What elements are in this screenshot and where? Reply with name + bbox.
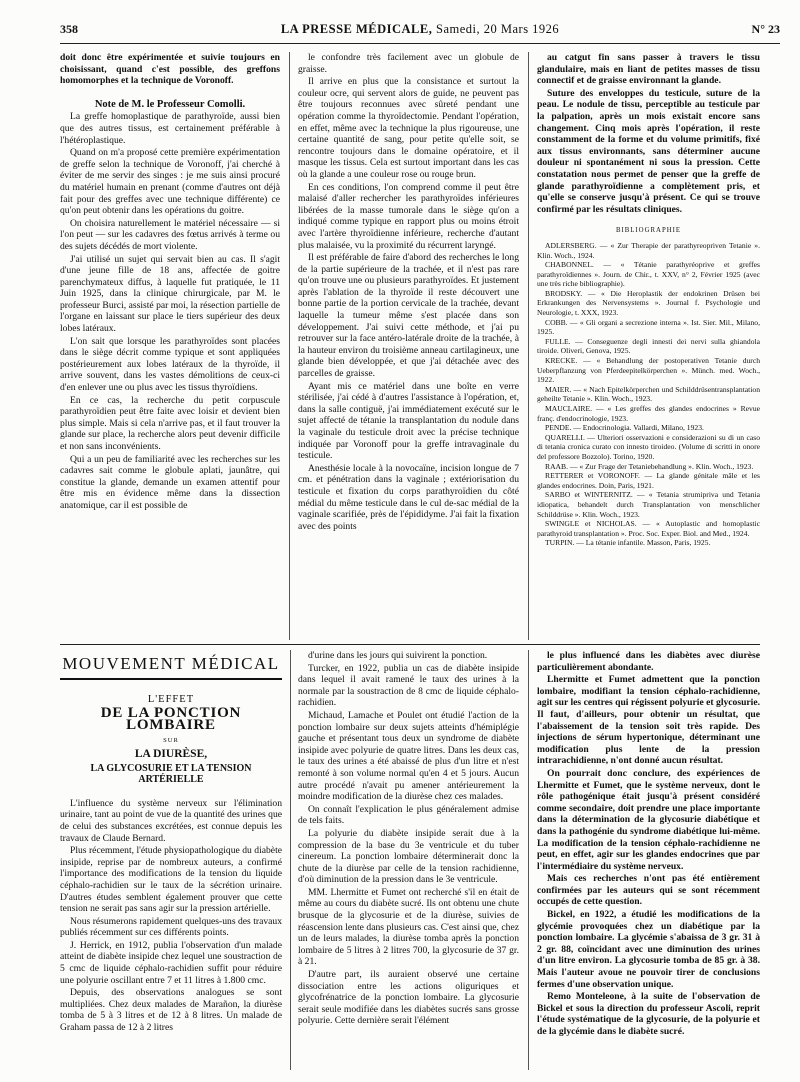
- col1-intro: [60, 52, 280, 87]
- page-number: 358: [60, 22, 78, 36]
- paragraph: Depuis, des observations analogues se sont multipliées. Chez deux malades de Marañon, la diurèse tomba de 5 à 3 litres et de 12 à 8 litres. Un malade de Graham passa de 12 à 2 litres: [60, 987, 282, 1034]
- column-divider: [528, 650, 529, 1070]
- column-divider: [528, 52, 529, 640]
- bibliography-entry: QUARELLI. — Ulteriori osservazioni e considerazioni su di un caso di tetania cronica curato con innesto tiroideo. (Volume di scritti in onore del professore Bozzolo). Torino, 1920.: [537, 432, 760, 461]
- paragraph: L'influence du système nerveux sur l'élimination urinaire, tant au point de vue de la quantité des urines que de celui des substances excrétées, est connue depuis les travaux de Claude Bernard.: [60, 797, 282, 844]
- issue-date: Samedi, 20 Mars 1926: [432, 22, 560, 36]
- top-column-2: [298, 52, 519, 640]
- column-divider: [289, 52, 290, 640]
- bibliography-entry: CHABONNEL. — « Tétanie parathyréoprive et greffes parathyroïdiennes ». Journ. de Chir., t. XXV, n° 2, Février 1925 (avec une très riche bibliographie).: [537, 260, 760, 289]
- paragraph: Turcker, en 1922, publia un cas de diabète insipide dans lequel il avait ramené le taux des urines à la normale par la soustraction de 8 cmc de liquide céphalo-rachidien.: [298, 662, 519, 709]
- paragraph: Suture des enveloppes du testicule, suture de la peau. Le nodule de tissu, perceptible au testicule par la palpation, après un mois existait encore sans changement. Cinq mois après l'opération, il reste constamment de la forme et du volume primitifs, fixé aux tissus environnants, sans déterminer aucune douleur ni spontanément ni sous la pression. Cette constatation nous permet de penser que la greffe de glande parathyroïdienne a complètement pris, et qu'elle se conserve jusqu'à présent. Ce qui se trouve confirmé par les résultats cliniques.: [537, 87, 760, 215]
- bibliography-entry: KRECKE. — « Behandlung der postoperativen Tetanie durch Ueberpflanzung von Pferdeepitelkörperchen ». Münch. med. Woch., 1922.: [537, 356, 760, 385]
- paragraph: Il est préférable de faire d'abord des recherches le long de la partie supérieure de la trachée, et il n'est pas rare qu'on trouve une ou plusieurs parathyroïdes. Et justement après l'ablation de la thyroïde il reste découvert une bonne partie de la portion cervicale de la trachée, devant laquelle la tumeur même s'est placée dans son développement. J'ai suivi cette méthode, et j'ai pu retrouver sur la face antéro-latérale droite de la trachée, à la hauteur environ du troisième anneau cartilagineux, une glande bien développée, et que j'ai détachée avec des parcelles de graisse.: [298, 252, 519, 380]
- paragraph: On choisira naturellement le matériel nécessaire — si l'on peut — sur les cadavres des fœtus arrivés à terme ou des sujets décédés de mort violente.: [60, 217, 280, 252]
- top-column-3: [537, 52, 760, 640]
- article-kicker: L'EFFET: [147, 693, 195, 705]
- paragraph: Anesthésie locale à la novocaïne, incision longue de 7 cm. et pénétration dans la vaginale ; extériorisation du testicule et fixation du corps parathyroïdien du côté médial du même testicule dans le cul de-sac médial de la vaginale scarifiée, près de l'épididyme. J'ai fait la fixation avec des points: [298, 462, 519, 532]
- paragraph: Michaud, Lamache et Poulet ont étudié l'action de la ponction lombaire sur deux sujets atteints d'hémiplégie gauche et présentant tous deux un syndrome de diabète insipide avec polyurie de quatre litres. Dans les deux cas, le taux des urines a été abaissé de plus d'un litre et n'est remonté à son volume normal qu'en 4 et 5 jours. Aucun autre procédé n'avait pu amener antérieurement la moindre modification de la diurèse chez ces malades.: [298, 709, 519, 803]
- note-title: Note de M. le Professeur Comolli.: [94, 98, 246, 110]
- bibliography-entry: SWINGLE et NICHOLAS. — « Autoplastic and homoplastic parathyroid transplantation ». Proc. Soc. Exper. Biol. and Med., 1924.: [537, 519, 760, 538]
- paragraph: D'autre part, ils auraient observé une certaine dissociation entre les actions oliguriques et glycofrénatrice de la ponction lombaire. La glycosurie serait seule modifiée dans les diabètes sucrés sans grosse polyurie. Cette dernière serait l'élément: [298, 969, 519, 1027]
- paragraph: Bickel, en 1922, a étudié les modifications de la glycémie provoquées chez un diabétique par la ponction lombaire. La glycémie s'abaissa de 3 gr. 31 à 2 gr. 88, coïncidant avec une diminution des urines d'un litre environ. La glycosurie tomba de 85 gr. à 38. Mais l'auteur avoue ne pouvoir tirer de conclusions fermes d'une observation unique.: [537, 909, 760, 990]
- paragraph: La polyurie du diabète insipide serait due à la compression de la base du 3e ventricule et du tuber cinereum. La ponction lombaire déterminerait donc la chute de la diurèse par celle de la tension rachidienne, d'où diminution de la pression dans le 3e ventricule.: [298, 827, 519, 886]
- paragraph: Lhermitte et Fumet admettent que la ponction lombaire, modifiant la tension céphalo-rachidienne, agit sur les centres qui régissent polyurie et glycosurie. Il faut, d'ailleurs, pour obtenir un résultat, que l'abaissement de la tension soit très rapide. Des injections de sérum hypertonique, déterminant une modification plus lente de la pression intrarachidienne, n'ont donné aucun résultat.: [537, 674, 760, 767]
- bibliography-entry: MAUCLAIRE. — « Les greffes des glandes endocrines » Revue franç. d'endocrinologie, 1923.: [537, 404, 760, 423]
- paragraph: Nous résumerons rapidement quelques-uns des travaux publiés récemment sur ces différents points.: [60, 915, 282, 939]
- bottom-column-2: [298, 650, 519, 1070]
- article-body: [60, 798, 282, 1034]
- paragraph: En ces conditions, l'on comprend comme il peut être malaisé d'aller rechercher les parathyroïdes inférieures libérées de la masse tumorale dans le siège qu'on a indiqué comme typique en rapport plus ou moins étroit avec l'artère thyroïdienne inférieure, recherche d'autant plus malaisée, vu la proximité du récurrent laryngé.: [298, 181, 519, 251]
- bottom-column-3: [537, 650, 760, 1070]
- bibliography-heading: BIBLIOGRAPHIE: [615, 227, 682, 235]
- paragraph: Quand on m'a proposé cette première expérimentation de greffe selon la technique de Voronoff, j'ai cherché à éviter de me servir des singes : je me suis ainsi procuré du matériel humain en prenant (comme d'autres ont déjà fait pour des greffes avec une technique différente) ce qu'on peut obtenir dans les opérations du goitre.: [60, 147, 280, 217]
- paragraph: MM. Lhermitte et Fumet ont recherché s'il en était de même au cours du diabète sucré. Ils ont obtenu une chute brusque de la glycosurie et de la diurèse, suivies de réascension lente dans plusieurs cas. C'est ainsi que, chez un de leurs malades, la diurèse tomba après la ponction lombaire de 5 litres à 2 litres 700, la glycosurie de 37 gr. à 21.: [298, 886, 519, 968]
- bibliography-entry: SARBO et WINTERNITZ. — « Tetania strumipriva und Tetania idiopatica, behandelt durch Transplantation von menschlicher Schilddrüse ». Klin. Woch., 1923.: [537, 490, 760, 519]
- section-heading: MOUVEMENT MÉDICAL: [60, 658, 282, 680]
- paragraph: d'urine dans les jours qui suivirent la ponction.: [308, 650, 488, 661]
- issue-number: N° 23: [751, 22, 780, 36]
- bibliography-entry: COBB. — « Gli organi a secrezione interna ». Ist. Sier. Mil., Milano, 1925.: [537, 317, 760, 337]
- bibliography-entry: RETTERER et VORONOFF. — La glande génitale mâle et les glandes endocrines. Doin, Paris, 1921.: [537, 471, 760, 490]
- bibliography-entry: MAIER. — « Nach Epitelkörperchen und Schilddrüsentransplantation geheilte Tetanie ». Klin. Woch., 1923.: [537, 384, 760, 404]
- paragraph: Ayant mis ce matériel dans une boîte en verre stérilisée, j'ai cédé à d'autres l'assistance à l'opération, et, dans la salle contiguë, j'ai immédiatement exécuté sur le sujet affecté de tétanie la transplantation du nodule dans la vaginale du testicule droit avec la précise technique indiquée par Voronoff pour la greffe intravaginale du testicule.: [298, 380, 519, 462]
- bibliography-entry: FULLE. — Conseguenze degli innesti dei nervi sulla ghiandola tiroide. Oliveri, Genova, 1925.: [537, 336, 760, 356]
- paragraph: Plus récemment, l'étude physiopathologique du diabète insipide, reprise par de nombreux auteurs, a confirmé l'importance des modifications de la tension du liquide céphalo-rachidien sur le taux de la sécrétion urinaire. D'autres études semblent également prouver que cette tension ne serait pas sans agir sur la pression artérielle.: [60, 845, 282, 915]
- bibliography-entry: BRODSKY. — « Die Heroplastik der endokrinen Drüsen bei Erkrankungen des Nervensystems ». Journal f. Psychologie und Neurologie, t. XXX, 1923.: [537, 288, 760, 318]
- paragraph: Remo Monteleone, à la suite de l'observation de Bickel et sous la direction du professeur Ascoli, reprit l'étude systématique de la glycosurie, de la polyurie et de la glycémie dans le diabète sucré.: [537, 991, 760, 1037]
- paragraph: Mais ces recherches n'ont pas été entièrement confirmées par les auteurs qui se sont récemment occupés de cette question.: [537, 873, 760, 908]
- paragraph: Il arrive en plus que la consistance et surtout la couleur ocre, qui servent alors de guide, ne peuvent pas être toujours reconnues avec sûreté pendant une opération comme la thyroïdectomie. Pendant l'opération, en effet, même avec la technique la plus rigoureuse, une certaine quantité de sang, pour petite qu'elle soit, se rencontre toujours dans le domaine opératoire, et il masque les tissus. Cela est surtout important dans les cas où la glande a une couleur rose ou rouge brun.: [298, 76, 519, 180]
- paragraph: le confondre très facilement avec un globule de graisse.: [298, 52, 519, 75]
- section-divider: [60, 644, 760, 645]
- page-header: [60, 22, 780, 44]
- paragraph: En ce cas, la recherche du petit corpuscule parathyroïdien peut être faite avec loisir et devient bien plus simple. Mais si cela n'arrive pas, et il faut trouver la glande sur place, la recherche alors peut devenir difficile et non sans inconvénients.: [60, 394, 280, 452]
- paragraph: L'on sait que lorsque les parathyroïdes sont placées dans le siège décrit comme typique et sont appliquées postérieurement aux lobes latéraux de la thyroïde, il arrive souvent, dans les vastes démolitions de ceux-ci d'en enlever une ou plus avec les tissus thyroïdiens.: [60, 335, 280, 394]
- bibliography-entry: PENDE. — Endocrinologia. Vallardi, Milano, 1923.: [545, 423, 704, 433]
- greffe-conclusion: [537, 52, 760, 215]
- article-title: DE LA PONCTION LOMBAIRE: [100, 705, 242, 733]
- paragraph: Qui a un peu de familiarité avec les recherches sur les cadavres sait comme le globule aplati, jaunâtre, qui constitue la glande, demande un examen attentif pour être mis en évidence même dans la dissection anatomique, car il est possible de: [60, 453, 280, 511]
- paragraph: J'ai utilisé un sujet qui servait bien au cas. Il s'agit d'une jeune fille de 18 ans, affectée de goitre parenchymateux diffus, à laquelle fut pratiquée, le 11 Juin 1925, dans la clinique chirurgicale, par M. le professeur Burci, assisté par moi, la résection partielle de l'organe en laissant sur place le tiers supérieur des deux lobes latéraux.: [60, 253, 280, 335]
- paragraph: au catgut fin sans passer à travers le tissu glandulaire, mais en liant de petites masses de tissu connectif et de graisse environnant la glande.: [537, 52, 760, 87]
- bottom-column-1: [60, 650, 282, 1070]
- paragraph: La greffe homoplastique de parathyroïde, aussi bien que des autres tissus, est certainement préférable à l'hétéroplastique.: [60, 111, 280, 146]
- bibliography-entry: TURPIN. — La tétanie infantile. Masson, Paris, 1925.: [545, 538, 711, 548]
- journal-name: LA PRESSE MÉDICALE,: [280, 22, 433, 36]
- article-sur: SUR: [163, 737, 179, 745]
- bibliography-list: [537, 241, 760, 548]
- bibliography-entry: RAAB. — « Zur Frage der Tetaniebehandlung ». Klin. Woch., 1923.: [545, 461, 754, 471]
- running-title: [60, 22, 780, 37]
- top-column-1: [60, 52, 280, 640]
- paragraph: J. Herrick, en 1912, publia l'observation d'un malade atteint de diabète insipide chez lequel une soustraction de 5 cmc de liquide céphalo-rachidien suffit pour réduire une polyurie oscillant entre 7 et 11 litres à 1.800 cmc.: [60, 939, 282, 986]
- column-divider: [290, 650, 291, 1070]
- bibliography-entry: ADLERSBERG. — « Zur Therapie der parathyreopriven Tetanie ». Klin. Woch., 1924.: [537, 240, 760, 260]
- paragraph: On connaît l'explication le plus généralement admise de tels faits.: [298, 803, 519, 827]
- article-subtitle: LA DIURÈSE,: [134, 747, 208, 760]
- paragraph: le plus influencé dans les diabètes avec diurèse particulièrement abondante.: [537, 650, 760, 673]
- paragraph: On pourrait donc conclure, des expériences de Lhermitte et Fumet, que le système nerveux, dont le rôle pathogénique était jusqu'à présent considéré comme secondaire, doit prendre une place importante dans la détermination de la glycosurie diabétique et dans la pathogénie du syndrome diabétique lui-même. La modification de la tension céphalo-rachidienne ne peut, en effet, agir sur les glandes endocrines que par l'intermédiaire du système nerveux.: [537, 767, 760, 872]
- article-subtitle-2: LA GLYCOSURIE ET LA TENSION ARTÉRIELLE: [90, 762, 252, 786]
- note-body: [60, 111, 280, 511]
- paragraph: doit donc être expérimentée et suivie toujours en choisissant, quand c'est possible, des greffons homomorphes et la technique de Voronoff.: [60, 52, 280, 87]
